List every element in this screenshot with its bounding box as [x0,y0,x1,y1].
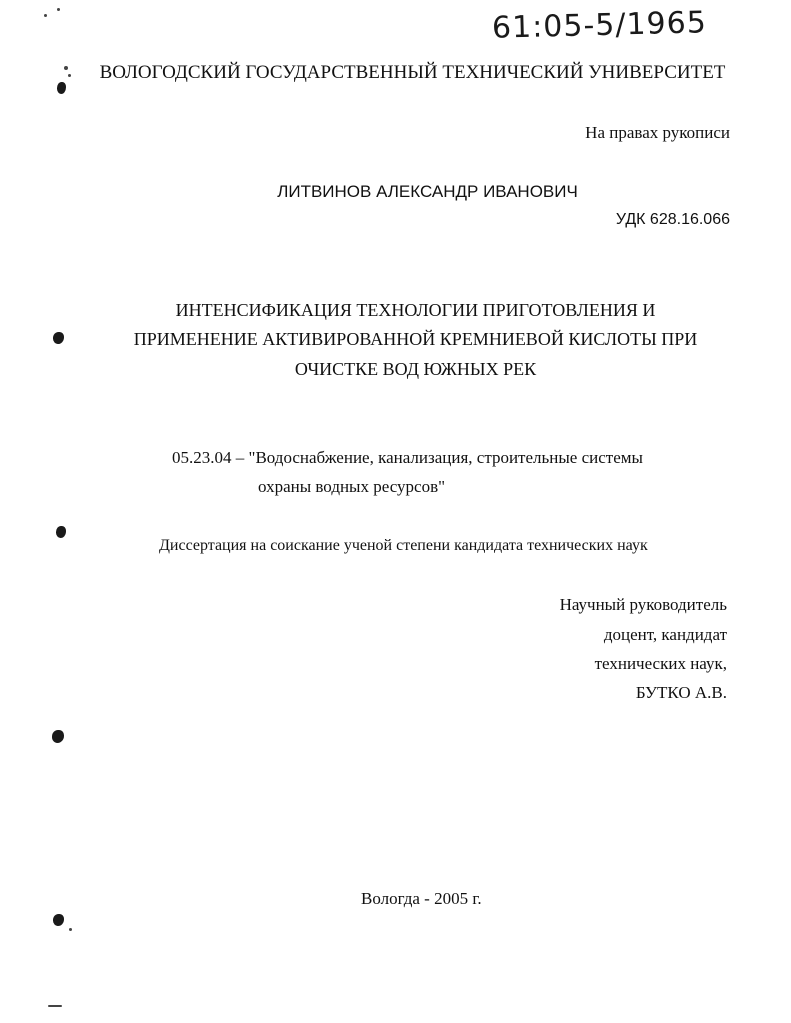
university-name: ВОЛОГОДСКИЙ ГОСУДАРСТВЕННЫЙ ТЕХНИЧЕСКИЙ УНИВЕРСИТЕТ [99,62,726,83]
margin-speck [57,8,60,11]
margin-speck [44,14,47,17]
thesis-title-line: ПРИМЕНЕНИЕ АКТИВИРОВАННОЙ КРЕМНИЕВОЙ КИСЛОТЫ ПРИ [133,329,698,349]
specialty-line: охраны водных ресурсов" [258,477,446,496]
supervisor-line: Научный руководитель [559,595,727,614]
binding-hole-mark [57,82,66,94]
manuscript-rights-note: На правах рукописи [585,123,730,142]
binding-hole-mark [53,914,64,926]
thesis-title-line: ИНТЕНСИФИКАЦИЯ ТЕХНОЛОГИИ ПРИГОТОВЛЕНИЯ И [175,300,656,320]
supervisor-line: доцент, кандидат [603,625,727,644]
udc-code: УДК 628.16.066 [615,211,730,228]
margin-speck [48,1005,62,1007]
author-name: ЛИТВИНОВ АЛЕКСАНДР ИВАНОВИЧ [277,182,578,201]
handwritten-archive-code: 61:05-5/1965 [491,5,708,46]
thesis-title-line: ОЧИСТКЕ ВОД ЮЖНЫХ РЕК [294,359,537,379]
supervisor-line: БУТКО А.В. [635,683,727,702]
binding-hole-mark [56,526,66,538]
margin-speck [69,928,72,931]
dissertation-statement: Диссертация на соискание ученой степени кандидата технических наук [159,537,648,554]
binding-hole-mark [52,730,64,743]
supervisor-line: технических наук, [594,654,727,673]
specialty-line: 05.23.04 – "Водоснабжение, канализация, строительные системы [172,448,643,467]
city-year-footer: Вологда - 2005 г. [361,889,482,908]
